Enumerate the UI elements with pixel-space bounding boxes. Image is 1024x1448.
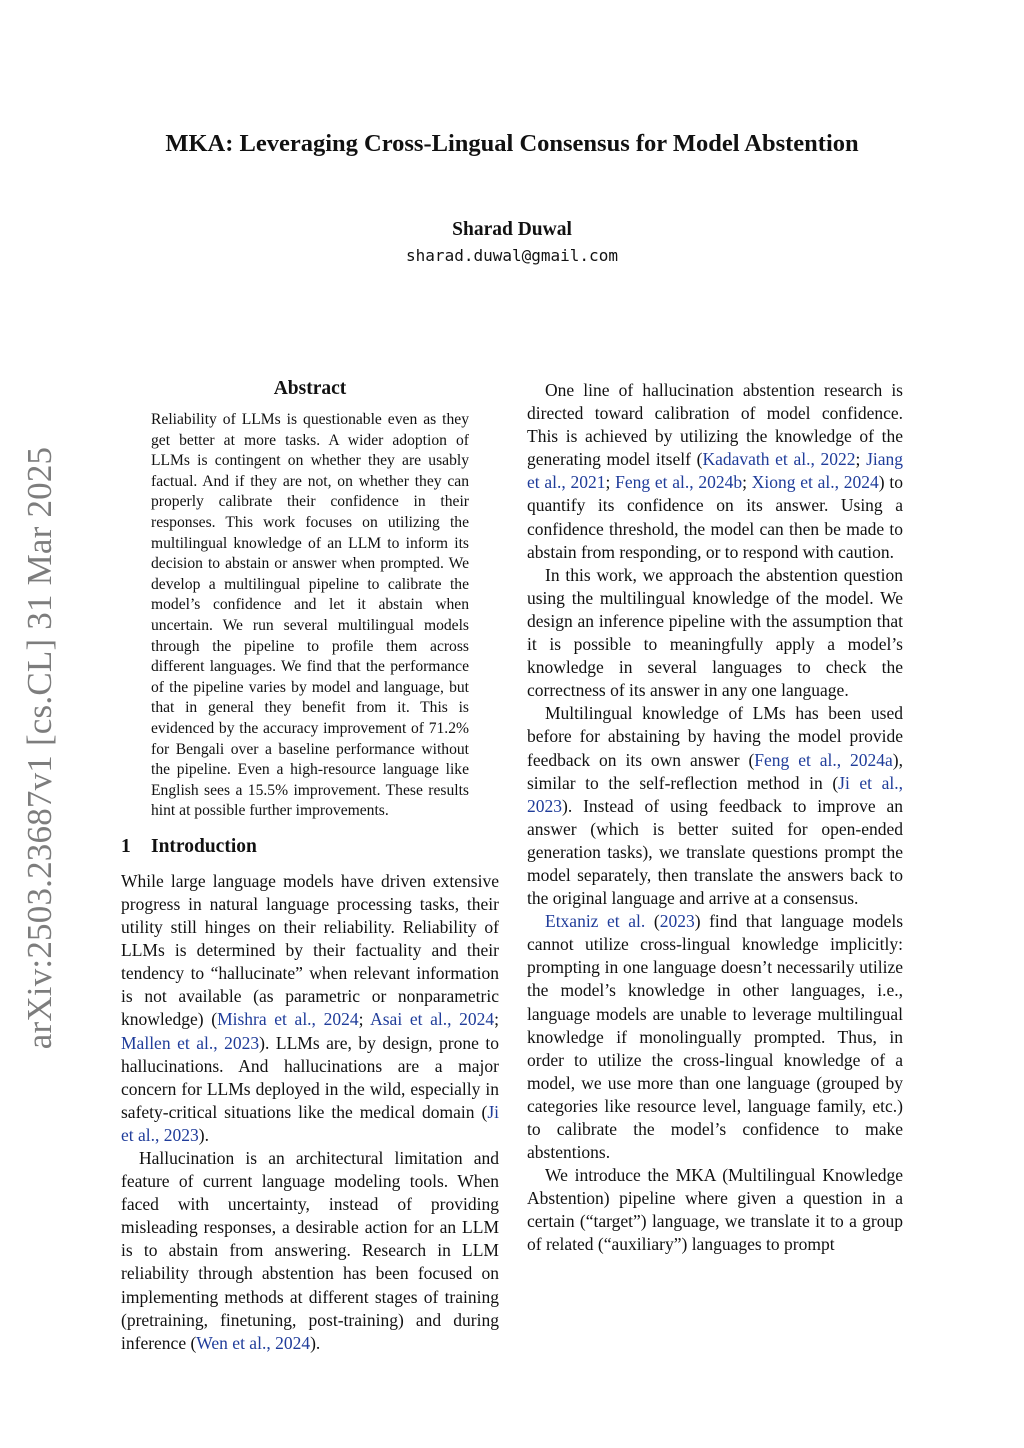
citation-link[interactable]: Jiang et al., 2021: [527, 449, 904, 493]
abstract-heading: Abstract: [273, 378, 347, 399]
citation-link[interactable]: Wen et al., 2024: [196, 1332, 311, 1353]
section-title: Introduction: [151, 835, 257, 857]
citation-link[interactable]: Ji et al., 2023: [527, 772, 903, 816]
intro-paragraph-5: Multilingual knowledge of LMs has been used before for abstaining by having the model provide feedback on its own answer (Feng et al., 2024a), similar to the self-reflection method in (Ji et al., 2023). Instead of using feedback to improve an answer (which is better suited for open-ended generation tasks), we translate questions prompt the model separately, then translate the answers back to the original language and arrive at a consensus.: [527, 703, 903, 909]
citation-link[interactable]: Ji et al., 2023: [121, 1101, 499, 1145]
citation-link[interactable]: Kadavath et al., 2022: [702, 449, 856, 470]
arxiv-identifier: arXiv:2503.23687v1 [cs.CL] 31 Mar 2025: [20, 446, 59, 1050]
citation-link[interactable]: Mallen et al., 2023: [121, 1032, 260, 1053]
intro-paragraph-6: Etxaniz et al. (2023) find that language models cannot utilize cross-lingual knowledge implicitly: prompting in one language doesn’t necessarily utilize the model’s knowledge in other languages, i.e., language models are unable to leverage multilingual knowledge if monolingually prompted. Thus, in order to utilize the cross-lingual knowledge of a model, we use more than one language (grouped by categories like resource level, language family, etc.) to calibrate the model’s confidence to make abstentions.: [527, 911, 904, 1163]
paper-title: MKA: Leveraging Cross-Lingual Consensus for Model Abstention: [165, 130, 859, 157]
left-column: [121, 376, 499, 1355]
abstract-text: Reliability of LLMs is questionable even as they get better at more tasks. A wider adoption of LLMs is contingent on whether they are usably factual. And if they are not, on whether they can properly calibrate their confidence in their responses. This work focuses on utilizing the multilingual knowledge of an LLM to inform its decision to abstain or answer when prompted. We develop a multilingual pipeline to calibrate the model’s confidence and let it abstain when uncertain. We run several multilingual models through the pipeline to profile them across different languages. We find that the performance of the pipeline varies by model and language, but that in general they benefit from it. This is evidenced by the accuracy improvement of 71.2% for Bengali over a baseline performance without the pipeline. Even a high-resource language like English sees a 15.5% improvement. These results hint at possible further improvements.: [151, 411, 469, 820]
right-column: [527, 379, 903, 1257]
intro-paragraph-1: While large language models have driven extensive progress in natural language processing tasks, their utility still hinges on their reliability. Reliability of LLMs is determined by their factuality and their tendency to “hallucinate” when relevant information is not available (as parametric or nonparametric knowledge) (Mishra et al., 2024; Asai et al., 2024; Mallen et al., 2023). LLMs are, by design, prone to hallucinations. And hallucinations are a major concern for LLMs deployed in the wild, especially in safety-critical situations like the medical domain (Ji et al., 2023).: [121, 870, 500, 1145]
citation-link[interactable]: Asai et al., 2024: [370, 1009, 495, 1030]
intro-paragraph-2: Hallucination is an architectural limitation and feature of current language modeling tools. When faced with uncertainty, instead of providing misleading responses, a desirable action for an LLM is to abstain from answering. Research in LLM reliability through abstention has been focused on implementing methods at different stages of training (pretraining, finetuning, post-training) and during inference (Wen et al., 2024).: [121, 1148, 499, 1353]
citation-link[interactable]: Mishra et al., 2024: [217, 1009, 359, 1030]
intro-paragraph-7: We introduce the MKA (Multilingual Knowledge Abstention) pipeline where given a question in a certain (“target”) language, we translate it to a group of related (“auxiliary”) languages to prompt: [527, 1165, 903, 1255]
section-number: 1: [121, 835, 131, 857]
citation-link[interactable]: Feng et al., 2024b: [615, 472, 743, 493]
citation-link[interactable]: Feng et al., 2024a: [754, 749, 893, 770]
citation-link[interactable]: Etxaniz et al.: [545, 911, 646, 932]
author-name: Sharad Duwal: [452, 219, 572, 240]
intro-paragraph-3: One line of hallucination abstention research is directed toward calibration of model confidence. This is achieved by utilizing the knowledge of the generating model itself (Kadavath et al., 2022; Jiang et al., 2021; Feng et al., 2024b; Xiong et al., 2024) to quantify its confidence on its answer. Using a confidence threshold, the model can then be made to abstain from responding, or to respond with caution.: [527, 380, 904, 562]
section-heading-introduction: [121, 834, 499, 860]
intro-paragraph-4: In this work, we approach the abstention question using the multilingual knowledge of the model. We design an inference pipeline with the assumption that it is possible to meaningfully apply a model’s knowledge in several languages to check the correctness of its answer in any one language.: [527, 564, 903, 701]
citation-link[interactable]: Xiong et al., 2024: [751, 472, 879, 493]
author-email: sharad.duwal@gmail.com: [406, 246, 618, 265]
citation-link[interactable]: 2023: [659, 911, 695, 932]
